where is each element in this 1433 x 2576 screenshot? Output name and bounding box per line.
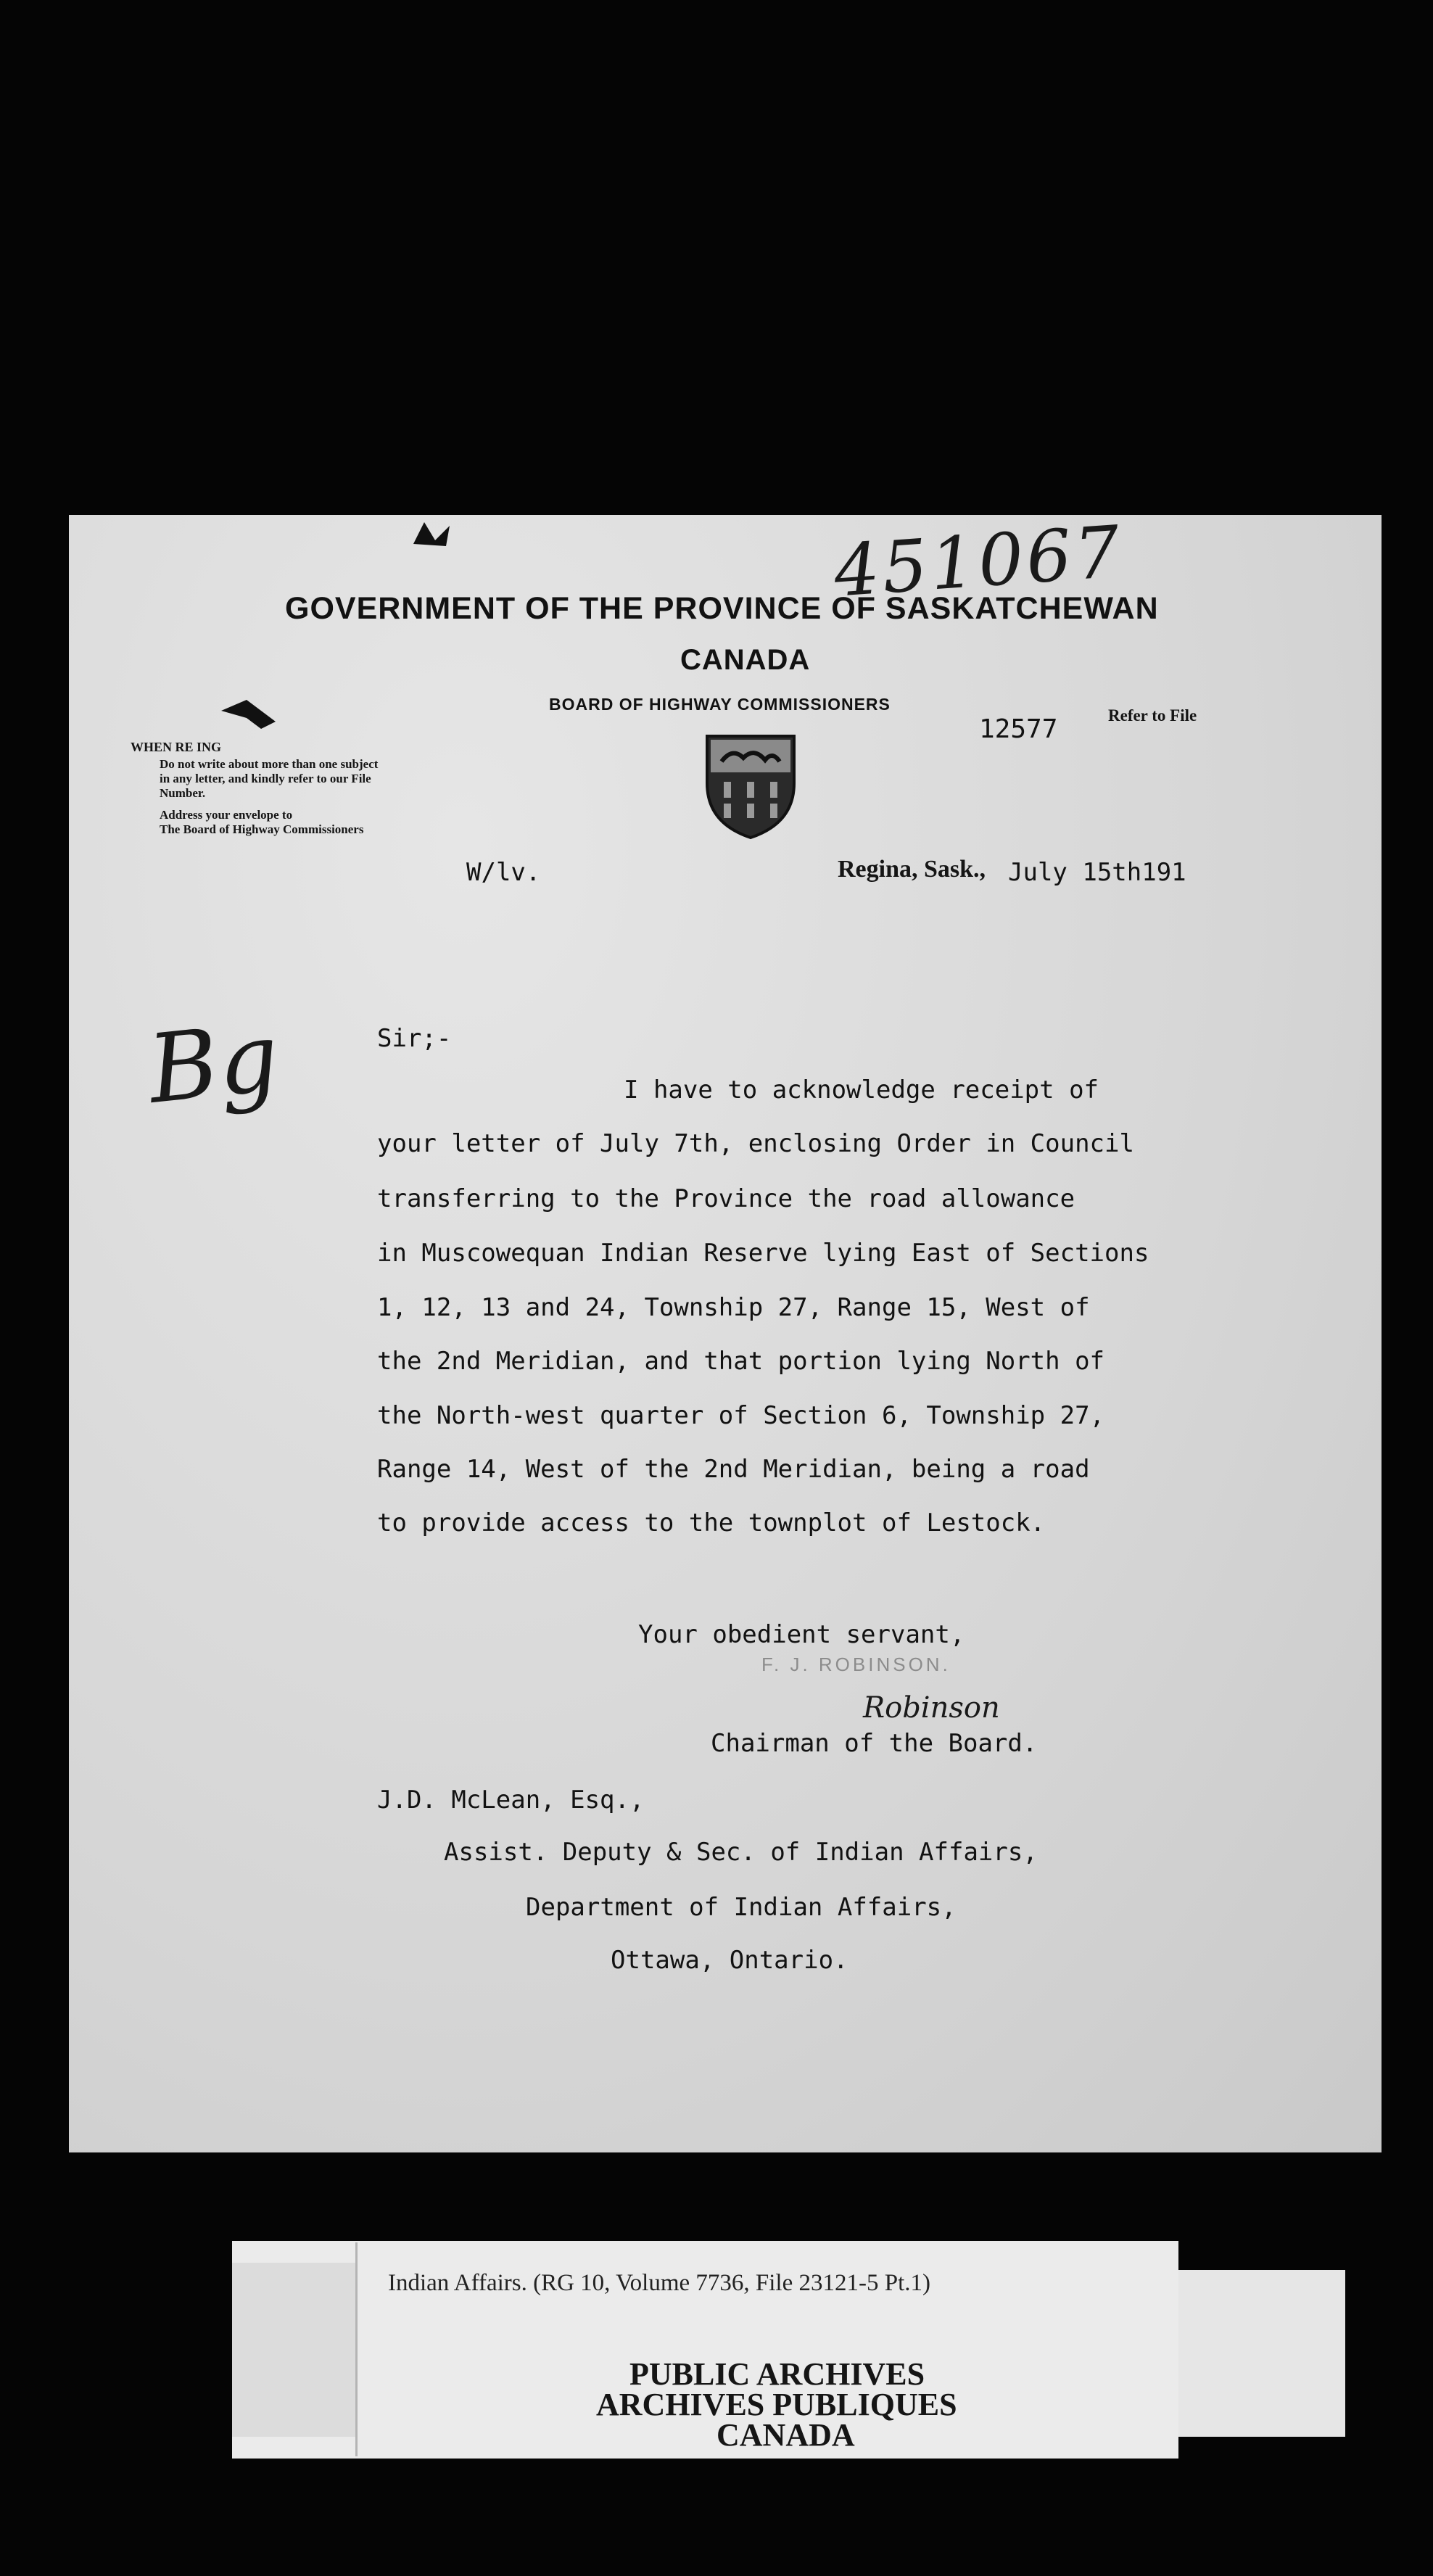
body-line-4: in Muscowequan Indian Reserve lying East of Sections xyxy=(377,1239,1149,1268)
body-line-9: to provide access to the townplot of Lestock. xyxy=(377,1508,1046,1537)
body-line-6: the 2nd Meridian, and that portion lying North of xyxy=(377,1347,1105,1376)
archive-line-1: PUBLIC ARCHIVES xyxy=(629,2356,925,2392)
when-replying: WHEN RE ING xyxy=(131,740,222,754)
top-mark-icon xyxy=(410,519,453,548)
reference-initials: W/lv. xyxy=(466,858,541,887)
place: Regina, Sask., xyxy=(838,856,986,883)
body-line-7: the North-west quarter of Section 6, Township 27, xyxy=(377,1401,1105,1430)
body-line-3: transferring to the Province the road allowance xyxy=(377,1184,1075,1213)
paperclip-mark-icon xyxy=(218,696,283,747)
archive-label-right-tab xyxy=(1178,2270,1345,2437)
letterhead-country: CANADA xyxy=(680,644,811,676)
body-line-1: I have to acknowledge receipt of xyxy=(624,1076,1099,1105)
date: July 15th191 xyxy=(1008,858,1186,887)
margin-initials: Bg xyxy=(143,1002,284,1125)
note-line-4: Address your envelope to xyxy=(160,808,293,822)
body-line-8: Range 14, West of the 2nd Meridian, being a road xyxy=(377,1455,1090,1484)
signatory-stamp: F. J. ROBINSON. xyxy=(761,1654,951,1675)
body-line-5: 1, 12, 13 and 24, Township 27, Range 15, West of xyxy=(377,1293,1090,1322)
addressee-position: Assist. Deputy & Sec. of Indian Affairs, xyxy=(444,1838,1038,1867)
handwritten-file-number: 451067 xyxy=(831,511,1126,614)
valediction: Your obedient servant, xyxy=(638,1620,965,1649)
addressee-department: Department of Indian Affairs, xyxy=(526,1893,957,1922)
archive-reference: Indian Affairs. (RG 10, Volume 7736, File 23121-5 Pt.1) xyxy=(388,2270,930,2296)
archive-line-2: ARCHIVES PUBLIQUES xyxy=(596,2387,957,2422)
addressee-name: J.D. McLean, Esq., xyxy=(377,1786,645,1815)
letterhead-board: BOARD OF HIGHWAY COMMISSIONERS xyxy=(549,695,891,714)
note-line-5: The Board of Highway Commissioners xyxy=(160,822,364,836)
signature: Robinson xyxy=(863,1691,1000,1725)
signatory-title: Chairman of the Board. xyxy=(711,1729,1038,1758)
note-line-3: Number. xyxy=(160,786,206,800)
addressee-city: Ottawa, Ontario. xyxy=(611,1946,848,1975)
archive-line-3: CANADA xyxy=(716,2417,855,2453)
salutation: Sir;- xyxy=(377,1024,452,1053)
coat-of-arms-icon xyxy=(703,732,798,841)
refer-to-file: Refer to File xyxy=(1108,706,1197,724)
archive-label-left-tab xyxy=(232,2263,355,2437)
note-line-2: in any letter, and kindly refer to our File xyxy=(160,772,371,785)
file-number: 12577 xyxy=(979,714,1058,744)
letterhead-government: GOVERNMENT OF THE PROVINCE OF SASKATCHEWAN xyxy=(285,591,1159,626)
archive-label-divider xyxy=(355,2242,358,2456)
note-line-1: Do not write about more than one subject xyxy=(160,757,379,771)
body-line-2: your letter of July 7th, enclosing Order in Council xyxy=(377,1129,1134,1158)
